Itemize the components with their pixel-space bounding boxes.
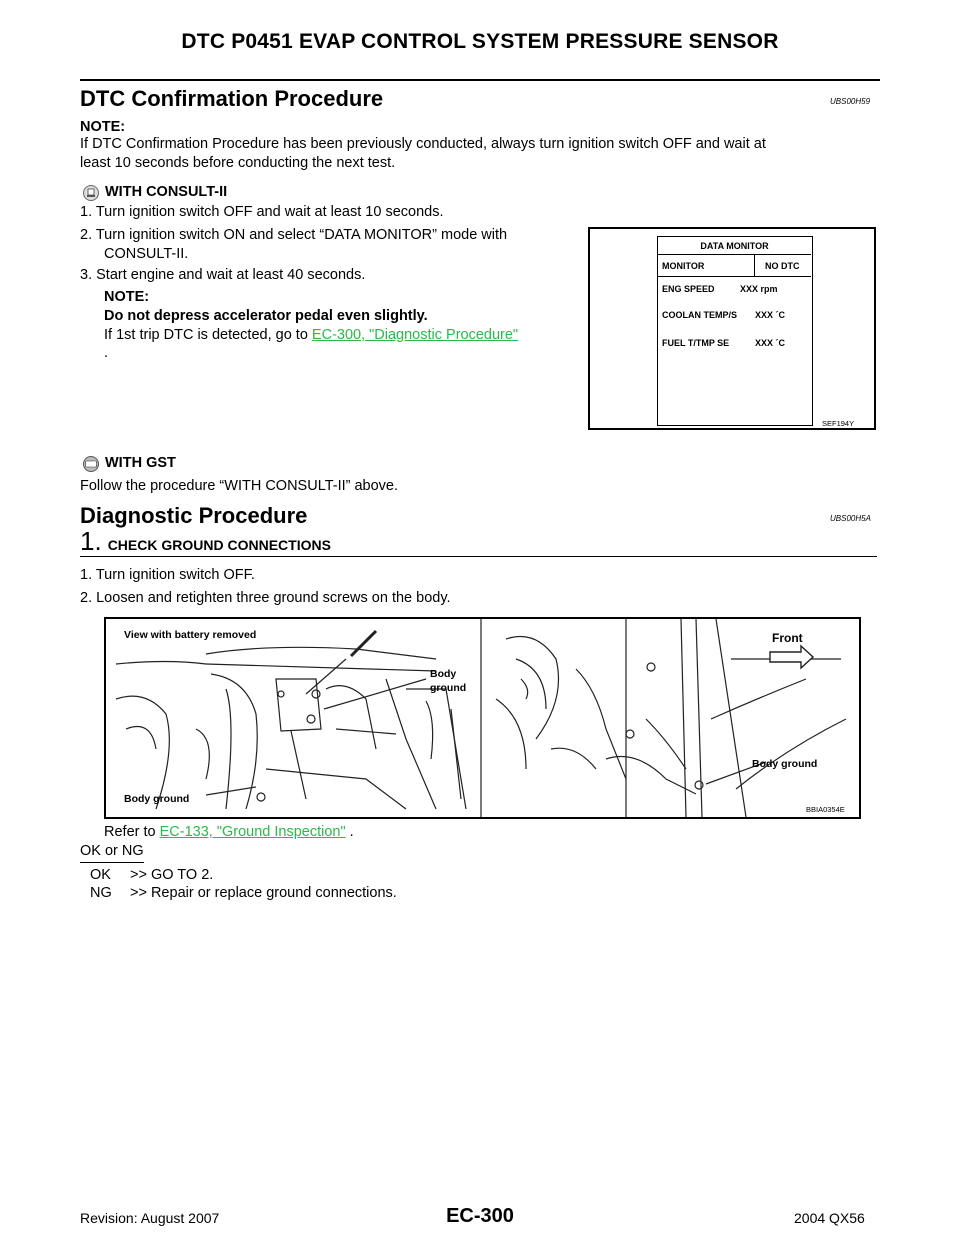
engine-bay-illustration xyxy=(106,619,859,817)
gst-icon xyxy=(82,455,100,478)
step3-note-bold: Do not depress accelerator pedal even slightly. xyxy=(104,308,428,324)
step-3: 3. Start engine and wait at least 40 seconds. xyxy=(80,267,366,283)
step-header xyxy=(80,526,331,557)
monitor-row-value: XXX ´C xyxy=(755,338,786,348)
monitor-status: NO DTC xyxy=(765,261,800,271)
diagnostic-procedure-link[interactable]: EC-300, "Diagnostic Procedure" xyxy=(311,327,519,343)
note-text-line-1: If DTC Confirmation Procedure has been previously conducted, always turn ignition switch OFF and wait at xyxy=(80,136,766,152)
step-1: 1. Turn ignition switch OFF and wait at least 10 seconds. xyxy=(80,204,444,220)
page-number: EC-300 xyxy=(446,1205,514,1227)
step-number: 1. xyxy=(80,526,102,556)
section-heading-diagnostic-procedure: Diagnostic Procedure xyxy=(80,503,308,528)
step3-note-trailing: . xyxy=(104,345,109,361)
label-body-ground-left: Body ground xyxy=(124,793,190,805)
monitor-divider-1 xyxy=(658,254,811,255)
page-title: DTC P0451 EVAP CONTROL SYSTEM PRESSURE SENSOR xyxy=(181,30,779,53)
header-rule xyxy=(80,79,880,81)
section-ref-code: UBS00H59 xyxy=(830,97,871,106)
gst-heading: WITH GST xyxy=(105,455,176,471)
ground-inspection-link[interactable]: EC-133, "Ground Inspection" xyxy=(159,824,346,840)
monitor-divider-2 xyxy=(658,276,811,277)
label-view-battery-removed: View with battery removed xyxy=(124,629,257,641)
monitor-row-label: FUEL T/TMP SE xyxy=(662,338,730,348)
diag-step-1: 1. Turn ignition switch OFF. xyxy=(80,567,255,583)
monitor-row-value: XXX rpm xyxy=(740,284,778,294)
refer-prefix: Refer to xyxy=(104,824,160,840)
footer-model: 2004 QX56 xyxy=(794,1210,865,1226)
step-2: 2. Turn ignition switch ON and select “DATA MONITOR” mode with xyxy=(80,227,508,243)
monitor-row-value: XXX ´C xyxy=(755,310,786,320)
monitor-figure-id: SEF194Y xyxy=(822,419,855,428)
ok-label: OK xyxy=(90,867,111,883)
ground-connections-figure xyxy=(104,617,861,819)
consult-heading: WITH CONSULT-II xyxy=(105,184,228,200)
note-text-line-2: least 10 seconds before conducting the next test. xyxy=(80,155,396,171)
label-front: Front xyxy=(772,631,803,645)
diag-step-2: 2. Loosen and retighten three ground screws on the body. xyxy=(80,590,451,606)
ng-label: NG xyxy=(90,885,112,901)
footer-revision: Revision: August 2007 xyxy=(80,1210,220,1226)
monitor-title: DATA MONITOR xyxy=(700,241,769,251)
note-label: NOTE: xyxy=(80,119,126,135)
step-rule xyxy=(80,556,877,557)
ok-text: >> GO TO 2. xyxy=(130,867,214,883)
section-ref-code: UBS00H5A xyxy=(830,514,871,523)
ng-text: >> Repair or replace ground connections. xyxy=(130,885,397,901)
step-2-cont: CONSULT-II. xyxy=(104,246,189,262)
ground-figure-id: BBIA0354E xyxy=(806,805,845,814)
step-title: CHECK GROUND CONNECTIONS xyxy=(107,537,331,553)
section-heading-dtc-confirmation: DTC Confirmation Procedure xyxy=(80,86,384,111)
label-body-ground-right: Body ground xyxy=(752,758,818,770)
step3-note-prefix: If 1st trip DTC is detected, go to xyxy=(104,327,312,343)
refer-trailing: . xyxy=(345,824,354,840)
monitor-col-divider xyxy=(754,254,755,276)
monitor-row-label: COOLAN TEMP/S xyxy=(662,310,738,320)
gst-text: Follow the procedure “WITH CONSULT-II” above. xyxy=(80,478,399,494)
data-monitor-figure xyxy=(588,227,876,430)
label-body-ground-b: ground xyxy=(430,682,467,694)
refer-text xyxy=(104,823,354,842)
step3-note-text xyxy=(104,326,518,345)
data-monitor-screen xyxy=(657,236,813,426)
label-body-ground-a: Body xyxy=(430,668,457,680)
monitor-col-label: MONITOR xyxy=(662,261,705,271)
monitor-row-label: ENG SPEED xyxy=(662,284,715,294)
ok-ng-label: OK or NG xyxy=(80,842,144,863)
step3-note-label: NOTE: xyxy=(104,289,150,305)
